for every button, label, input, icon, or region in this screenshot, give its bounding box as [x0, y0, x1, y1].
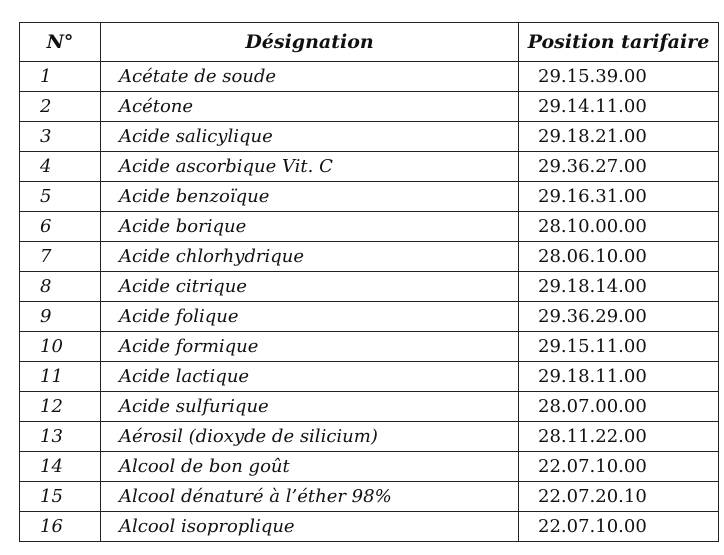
row-designation: Acétate de soude: [101, 62, 519, 92]
row-designation: Acétone: [101, 92, 519, 122]
row-designation: Alcool dénaturé à l’éther 98%: [101, 482, 519, 512]
row-designation: Acide formique: [101, 332, 519, 362]
table-row: [20, 482, 719, 512]
row-number: 5: [20, 182, 101, 212]
table-row: [20, 362, 719, 392]
row-position: 29.15.11.00: [519, 332, 719, 362]
tariff-table: [19, 22, 719, 542]
table-row: [20, 212, 719, 242]
row-designation: Alcool de bon goût: [101, 452, 519, 482]
row-number: 6: [20, 212, 101, 242]
row-designation: Acide chlorhydrique: [101, 242, 519, 272]
table-row: [20, 392, 719, 422]
row-number: 12: [20, 392, 101, 422]
table-header: [20, 23, 719, 62]
row-position: 29.15.39.00: [519, 62, 719, 92]
row-position: 29.18.14.00: [519, 272, 719, 302]
row-designation: Acide borique: [101, 212, 519, 242]
row-number: 7: [20, 242, 101, 272]
header-row: [20, 23, 719, 62]
table-row: [20, 272, 719, 302]
row-designation: Acide folique: [101, 302, 519, 332]
row-position: 22.07.20.10: [519, 482, 719, 512]
row-designation: Acide citrique: [101, 272, 519, 302]
tariff-table-container: [19, 22, 718, 542]
row-number: 1: [20, 62, 101, 92]
header-number: N°: [20, 23, 101, 62]
row-designation: Aérosil (dioxyde de silicium): [101, 422, 519, 452]
row-number: 16: [20, 512, 101, 542]
row-position: 29.36.27.00: [519, 152, 719, 182]
table-body: [20, 62, 719, 542]
table-row: [20, 152, 719, 182]
table-row: [20, 122, 719, 152]
row-position: 29.18.11.00: [519, 362, 719, 392]
row-position: 28.11.22.00: [519, 422, 719, 452]
row-number: 14: [20, 452, 101, 482]
row-designation: Acide ascorbique Vit. C: [101, 152, 519, 182]
row-number: 3: [20, 122, 101, 152]
row-position: 29.18.21.00: [519, 122, 719, 152]
row-number: 2: [20, 92, 101, 122]
row-number: 8: [20, 272, 101, 302]
row-designation: Alcool isoproplique: [101, 512, 519, 542]
row-position: 29.36.29.00: [519, 302, 719, 332]
row-position: 28.10.00.00: [519, 212, 719, 242]
row-number: 15: [20, 482, 101, 512]
row-number: 9: [20, 302, 101, 332]
row-position: 29.14.11.00: [519, 92, 719, 122]
row-position: 28.06.10.00: [519, 242, 719, 272]
table-row: [20, 62, 719, 92]
row-number: 10: [20, 332, 101, 362]
header-designation: Désignation: [101, 23, 519, 62]
row-position: 22.07.10.00: [519, 452, 719, 482]
row-number: 13: [20, 422, 101, 452]
row-designation: Acide lactique: [101, 362, 519, 392]
table-row: [20, 302, 719, 332]
table-row: [20, 332, 719, 362]
row-designation: Acide salicylique: [101, 122, 519, 152]
header-position: Position tarifaire: [519, 23, 719, 62]
row-position: 22.07.10.00: [519, 512, 719, 542]
row-position: 29.16.31.00: [519, 182, 719, 212]
table-row: [20, 182, 719, 212]
table-row: [20, 242, 719, 272]
row-position: 28.07.00.00: [519, 392, 719, 422]
table-row: [20, 512, 719, 542]
table-row: [20, 422, 719, 452]
table-row: [20, 452, 719, 482]
row-number: 11: [20, 362, 101, 392]
row-designation: Acide sulfurique: [101, 392, 519, 422]
row-number: 4: [20, 152, 101, 182]
row-designation: Acide benzoïque: [101, 182, 519, 212]
table-row: [20, 92, 719, 122]
